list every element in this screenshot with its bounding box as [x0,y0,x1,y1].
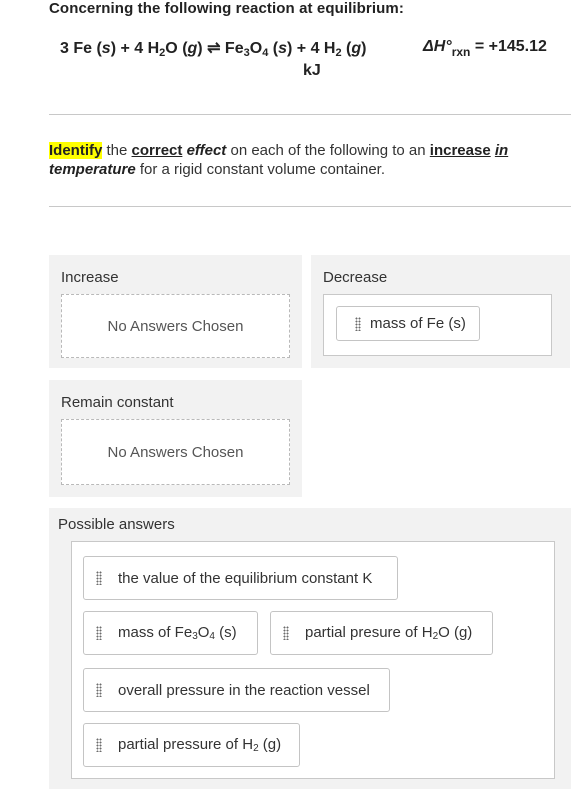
answer-chip-partial-pressure-h2[interactable] [83,723,300,767]
answer-chip-overall-pressure[interactable] [83,668,390,712]
reaction-enthalpy: $\Delta H^\circ_{rxn} = +145.12$ [423,38,547,59]
answer-chip-partial-pressure-h2o[interactable] [270,611,493,655]
answer-chip-label: mass of $Fe_3O_4$ (s) [118,624,237,642]
drag-handle-icon[interactable] [283,626,289,640]
possible-answers-pool[interactable] [71,541,555,779]
bin-remain-constant[interactable] [49,380,302,497]
drag-handle-icon[interactable] [96,683,102,697]
answer-chip-label: the value of the equilibrium constant K [118,569,373,587]
answer-chip-label: partial pressure of $H_2$ (g) [118,736,282,754]
bin-increase-label: Increase [61,269,119,286]
drag-handle-icon[interactable] [355,317,361,331]
answer-chip-label: partial presure of $H_2O$ (g) [305,624,473,642]
divider [49,206,571,207]
answer-chip-label: overall pressure in the reaction vessel [118,681,370,699]
equilibrium-arrow-icon: ⇌ [207,40,221,57]
enthalpy-unit: kJ [303,62,321,79]
drag-handle-icon[interactable] [96,738,102,752]
answer-chip-mass-fe3o4[interactable] [83,611,258,655]
possible-answers-panel [49,508,571,789]
increase-dropzone[interactable] [61,294,290,358]
answer-chip-label: mass of Fe (s) [370,315,466,332]
bin-remain-constant-label: Remain constant [61,394,174,411]
possible-answers-label: Possible answers [58,516,175,533]
divider [49,114,571,115]
bin-increase[interactable] [49,255,302,368]
instructions-text: Identify the correct effect on each of the following to an increase in temperature for a rigid constant volume container. [49,142,509,178]
drag-handle-icon[interactable] [96,626,102,640]
answer-chip-mass-fe[interactable] [336,306,480,341]
question-title: Concerning the following reaction at equilibrium: [49,0,404,17]
reaction-equation: 3 Fe (s) + 4 $H_2O$ (g) ⇌ $Fe_3O_4$ (s) + 4 $H_2$ (g) [60,40,367,59]
drag-handle-icon[interactable] [96,571,102,585]
bin-decrease-label: Decrease [323,269,388,286]
bin-decrease[interactable] [311,255,570,368]
remain-constant-empty-text: No Answers Chosen [107,443,244,461]
answer-chip-equilibrium-constant[interactable] [83,556,398,600]
decrease-dropzone[interactable] [323,294,552,356]
remain-constant-dropzone[interactable] [61,419,290,485]
increase-empty-text: No Answers Chosen [107,317,244,335]
